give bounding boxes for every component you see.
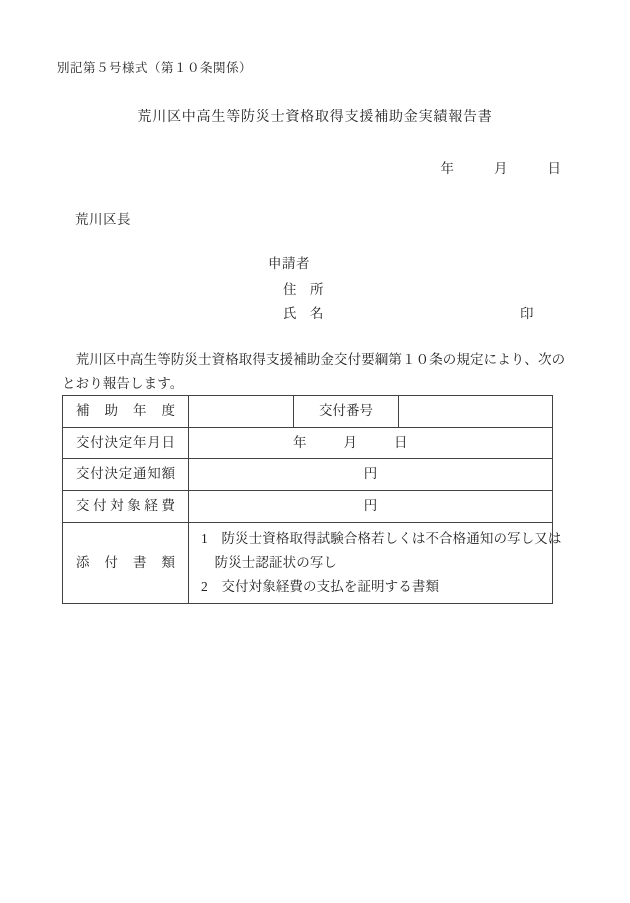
subsidy-year-label-cell: 補助年度 <box>63 396 189 428</box>
table-date-month-label: 月 <box>343 434 357 450</box>
table-row-subsidy-year <box>63 396 553 428</box>
grant-number-label-cell: 交付番号 <box>294 396 399 428</box>
table-date-year-label: 年 <box>293 434 307 450</box>
table-row-grant-decision-date <box>63 428 553 459</box>
attached-documents-line-2: 防災士認証状の写し <box>201 555 337 570</box>
grant-target-expense-label-cell: 交付対象経費 <box>63 491 189 523</box>
date-year-label: 年 <box>440 161 454 176</box>
report-table <box>62 395 562 604</box>
attached-documents-line-3: 2 交付対象経費の支払を証明する書類 <box>201 579 440 594</box>
seal-label: 印 <box>520 306 534 321</box>
grant-target-expense-value-cell: 円 <box>189 491 553 523</box>
form-number: 別記第５号様式（第１０条関係） <box>57 61 253 75</box>
applicant-name-label: 氏 名 <box>283 306 324 321</box>
attached-documents-label-cell: 添付書類 <box>63 523 189 604</box>
attached-documents-value-cell <box>189 523 562 604</box>
addressee: 荒川区長 <box>75 212 131 227</box>
table-row-grant-target-expense <box>63 491 553 523</box>
applicant-address-label: 住 所 <box>283 282 324 297</box>
body-text-line-1: 荒川区中高生等防災士資格取得支援補助金交付要綱第１０条の規定により、次の <box>62 352 566 367</box>
applicant-name-row <box>283 306 543 322</box>
grant-decision-date-value-cell <box>189 428 553 459</box>
table-row-grant-decision-amount <box>63 459 553 491</box>
grant-decision-amount-label-cell: 交付決定通知額 <box>63 459 189 491</box>
grant-decision-amount-value-cell: 円 <box>189 459 553 491</box>
table-row-attached-documents <box>63 523 553 604</box>
subsidy-year-value-cell <box>189 396 294 428</box>
attached-documents-line-1: 1 防災士資格取得試験合格若しくは不合格通知の写し又は <box>201 531 562 546</box>
date-month-label: 月 <box>494 161 508 176</box>
table-date-day-label: 日 <box>394 434 408 450</box>
grant-decision-date-label-cell: 交付決定年月日 <box>63 428 189 459</box>
grant-number-value-cell <box>399 396 553 428</box>
document-title: 荒川区中高生等防災士資格取得支援補助金実績報告書 <box>137 110 493 125</box>
applicant-heading: 申請者 <box>268 256 310 271</box>
body-text-line-2: とおり報告します。 <box>62 376 184 391</box>
date-day-label: 日 <box>547 161 561 176</box>
date-line <box>441 161 562 177</box>
